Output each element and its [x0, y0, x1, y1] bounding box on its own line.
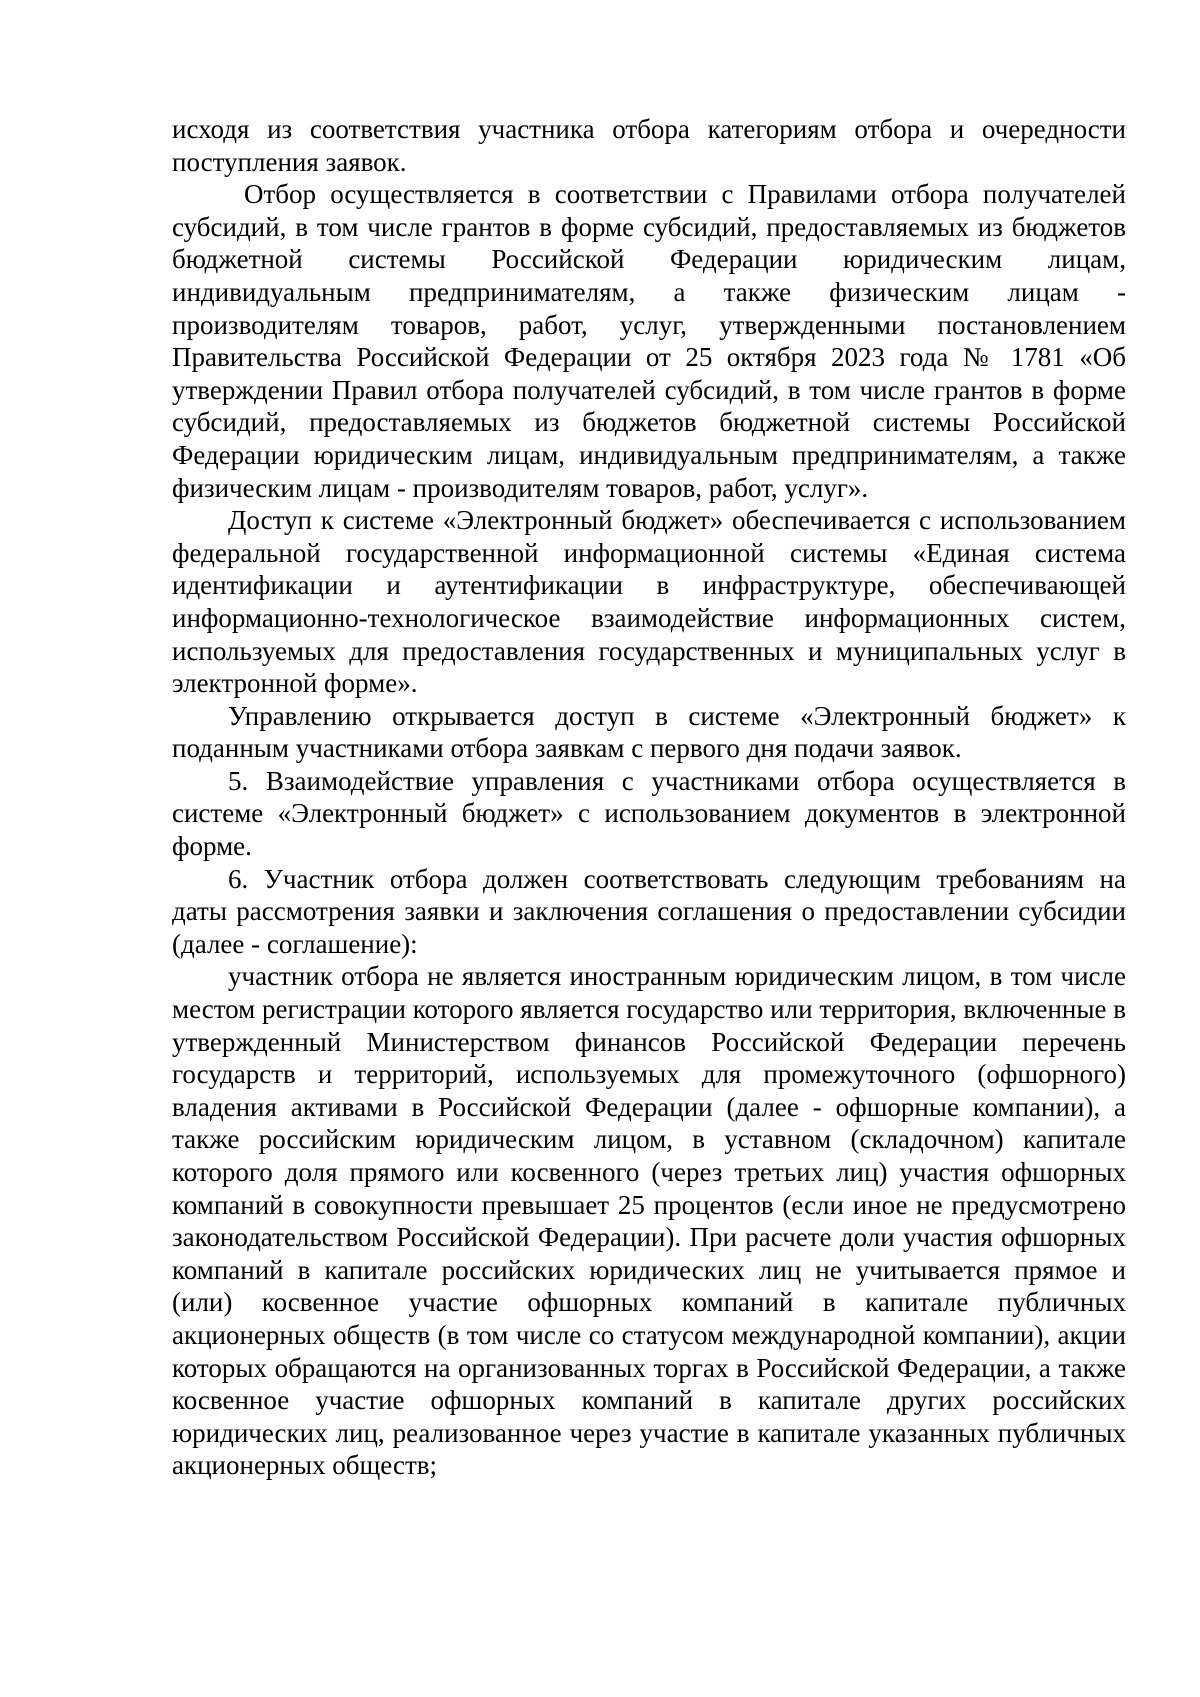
- paragraph-continuation: исходя из соответствия участника отбора категориям отбора и очередности поступления заявок.: [172, 114, 1126, 177]
- paragraph-selection-rules: Отбор осуществляется в соответствии с Правилами отбора получателей субсидий, в том числе грантов в форме субсидий, предоставляемых из бюджетов бюджетной системы Российской Федерации юридическим лицам, индивидуальным предпринимателям, а также физическим лицам - производителям товаров, работ, услуг, утвержденными постановлением Правительства Российской Федерации от 25 октября 2023 года № 1781 «Об утверждении Правил отбора получателей субсидий, в том числе грантов в форме субсидий, предоставляемых из бюджетов бюджетной системы Российской Федерации юридическим лицам, индивидуальным предпринимателям, а также физическим лицам - производителям товаров, работ, услуг».: [172, 179, 1126, 503]
- paragraph-item-5: 5. Взаимодействие управления с участниками отбора осуществляется в системе «Электронный бюджет» с использованием документов в электронной форме.: [172, 765, 1126, 862]
- document-body: [172, 113, 1126, 1482]
- paragraph-department-access: Управлению открывается доступ в системе «Электронный бюджет» к поданным участниками отбора заявкам с первого дня подачи заявок.: [172, 700, 1126, 764]
- paragraph-item-6: 6. Участник отбора должен соответствовать следующим требованиям на даты рассмотрения заявки и заключения соглашения о предоставлении субсидии (далее - соглашение):: [172, 863, 1126, 959]
- paragraph-offshore-requirement: участник отбора не является иностранным юридическим лицом, в том числе местом регистрации которого является государство или территория, включенные в утвержденный Министерством финансов Российской Федерации перечень государств и территорий, используемых для промежуточного (офшорного) владения активами в Российской Федерации (далее - офшорные компании), а также российским юридическим лицом, в уставном (складочном) капитале которого доля прямого или косвенного (через третьих лиц) участия офшорных компаний в совокупности превышает 25 процентов (если иное не предусмотрено законодательством Российской Федерации). При расчете доли участия офшорных компаний в капитале российских юридических лиц не учитывается прямое и (или) косвенное участие офшорных компаний в капитале публичных акционерных обществ (в том числе со статусом международной компании), акции которых обращаются на организованных торгах в Российской Федерации, а также косвенное участие офшорных компаний в капитале других российских юридических лиц, реализованное через участие в капитале указанных публичных акционерных обществ;: [172, 961, 1126, 1481]
- paragraph-system-access: Доступ к системе «Электронный бюджет» обеспечивается с использованием федеральной государственной информационной системы «Единая система идентификации и аутентификации в инфраструктуре, обеспечивающей информационно-технологическое взаимодействие информационных систем, используемых для предоставления государственных и муниципальных услуг в электронной форме».: [172, 505, 1126, 699]
